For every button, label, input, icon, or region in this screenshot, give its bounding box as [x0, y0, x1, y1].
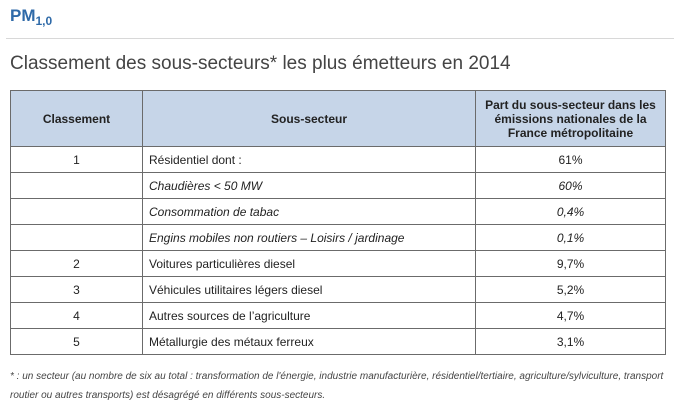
sector-cell: Véhicules utilitaires légers diesel — [143, 277, 476, 303]
pollutant-label: PM — [10, 6, 36, 25]
table-row — [11, 251, 666, 277]
rank-cell — [11, 225, 143, 251]
sector-cell: Consommation de tabac — [143, 199, 476, 225]
column-header-sector: Sous-secteur — [143, 91, 476, 147]
share-cell: 0,1% — [476, 225, 666, 251]
share-cell: 4,7% — [476, 303, 666, 329]
share-cell: 5,2% — [476, 277, 666, 303]
rank-cell: 1 — [11, 147, 143, 173]
sector-cell: Voitures particulières diesel — [143, 251, 476, 277]
table-row — [11, 277, 666, 303]
pollutant-heading — [10, 6, 52, 28]
sector-cell: Autres sources de l’agriculture — [143, 303, 476, 329]
sector-cell: Engins mobiles non routiers – Loisirs / jardinage — [143, 225, 476, 251]
table-row — [11, 173, 666, 199]
table-row — [11, 303, 666, 329]
rank-cell: 2 — [11, 251, 143, 277]
footnote: * : un secteur (au nombre de six au total : transformation de l'énergie, industrie manufacturière, résidentiel/tertiaire, agriculture/sylviculture, transport routier ou autres transports) est désagrégé en différents sous-secteurs. — [10, 371, 664, 401]
share-cell: 9,7% — [476, 251, 666, 277]
column-header-share: Part du sous-secteur dans les émissions nationales de la France métropolitaine — [476, 91, 666, 147]
share-cell: 61% — [476, 147, 666, 173]
ranking-table — [10, 90, 666, 355]
column-header-rank: Classement — [11, 91, 143, 147]
sector-cell: Chaudières < 50 MW — [143, 173, 476, 199]
table-row — [11, 329, 666, 355]
share-cell: 0,4% — [476, 199, 666, 225]
rank-cell: 5 — [11, 329, 143, 355]
sector-cell: Résidentiel dont : — [143, 147, 476, 173]
pollutant-subscript: 1,0 — [35, 14, 53, 28]
table-row — [11, 199, 666, 225]
share-cell: 60% — [476, 173, 666, 199]
rank-cell: 3 — [11, 277, 143, 303]
rank-cell — [11, 199, 143, 225]
header-divider — [6, 38, 674, 39]
table-row — [11, 225, 666, 251]
table-header-row — [11, 91, 666, 147]
sector-cell: Métallurgie des métaux ferreux — [143, 329, 476, 355]
rank-cell — [11, 173, 143, 199]
share-cell: 3,1% — [476, 329, 666, 355]
table-row — [11, 147, 666, 173]
rank-cell: 4 — [11, 303, 143, 329]
page-title: Classement des sous-secteurs* les plus émetteurs en 2014 — [10, 53, 511, 74]
